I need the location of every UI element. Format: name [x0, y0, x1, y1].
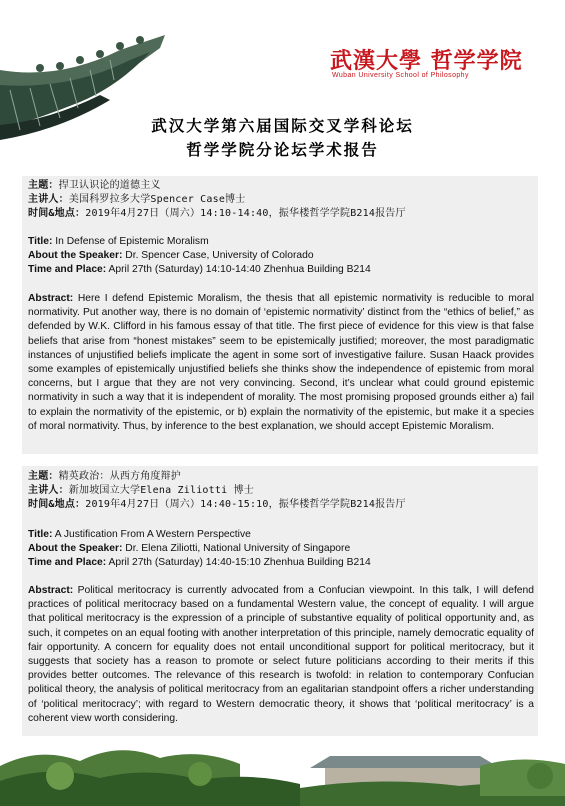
talk-1-place-label: Time and Place: — [28, 264, 107, 275]
forum-subtitle: 哲学学院分论坛学术报告 — [186, 140, 379, 159]
talk-1-speaker-line — [28, 193, 534, 207]
talk-2-abstract-label: Abstract: — [28, 585, 74, 596]
talk-2-place-label: Time and Place: — [28, 557, 107, 568]
talk-2-abstract-text: Political meritocracy is currently advocated from a Confucian viewpoint. In this talk, I will defend practices of political meritocracy based on a fundamental Western value, the concept of equality. I will argue that political meritocracy is the expression of a principle of substantive equality of political opportunity and, as such, it competes on an equal footing with another interpretation of this principle, namely democratic equality of fair opportunity. A concern for equality does not entail unconditional support for political meritocracy, but it suggests that society has a reason to promote or select future politicians according to their merits if this provides better outcomes. The relevance of this research is twofold: in relation to contemporary Confucian political theory, the analysis of political meritocracy from an egalitarian standpoint offers a richer understanding of ‘political meritocracy’; with regard to Western democratic theory, it shows that ‘political meritocracy’ is a coherent view worth considering. — [28, 585, 534, 724]
school-logo — [330, 44, 523, 84]
talk-2-title-label: Title: — [28, 529, 53, 540]
talk-1-topic-line — [28, 179, 534, 193]
talk-2-abstract — [28, 584, 534, 726]
talk-1-title-line — [28, 235, 534, 249]
talk-2-speaker-line — [28, 484, 534, 498]
talk-1-title: In Defense of Epistemic Moralism — [52, 236, 209, 247]
logo-chinese-text: 武漢大學 哲学学院 — [330, 48, 523, 74]
forum-title: 武汉大学第六届国际交叉学科论坛 — [151, 116, 414, 135]
talk-1-speaker: 美国科罗拉多大学Spencer Case博士 — [68, 194, 246, 205]
talk-1-topic-label: 主题： — [28, 180, 59, 191]
talk-1-panel — [22, 176, 538, 454]
campus-landscape-illustration — [0, 736, 565, 806]
talk-2-about-line — [28, 542, 534, 556]
talk-2-about-label: About the Speaker: — [28, 543, 123, 554]
talk-1-about-line — [28, 249, 534, 263]
talk-1-about: Dr. Spencer Case, University of Colorado — [122, 250, 314, 261]
talk-1-abstract-label: Abstract: — [28, 293, 74, 304]
talk-1-place: April 27th (Saturday) 14:10-14:40 Zhenhua Building B214 — [106, 264, 371, 275]
talk-1-time: 2019年4月27日（周六）14:10-14:40，振华楼哲学学院B214报告厅 — [85, 208, 406, 219]
talk-2-time-label: 时间&地点： — [28, 499, 86, 510]
talk-1-time-line — [28, 207, 534, 221]
talk-2-place-line — [28, 556, 534, 570]
talk-1-speaker-label: 主讲人： — [28, 194, 69, 205]
talk-1-abstract — [28, 292, 534, 434]
talk-2-about: Dr. Elena Ziliotti, National University of Singapore — [122, 543, 351, 554]
talk-1-abstract-text: Here I defend Epistemic Moralism, the thesis that all epistemic normativity is reducible to moral normativity. Put another way, there is no domain of ‘epistemic normativity’ distinct from the “ethics of belief,” as defended by W.K. Clifford in his famous essay of that title. The first piece of evidence for this view is that false beliefs that arise from “honest mistakes” seem to be epistemically justified; moreover, the most paradigmatic instances of unjustified beliefs implicate the agent in some sort of investigative failure. Susan Haack provides some examples of epistemically unjustified beliefs she thinks show the independence of epistemic from moral concerns, but I argue that they are not very convincing. Second, it’s unclear what could ground epistemic normativity in such a way that it is independent of morality. The most promising proposed grounds either a) fail to explain the normativity of the epistemic, or b) explain the normativity of the epistemic, but make it a species of moral normativity. Thus, by inference to the best explanation, we should accept Epistemic Moralism. — [28, 293, 534, 432]
talk-1-place-line — [28, 263, 534, 277]
talk-2-time: 2019年4月27日（周六）14:40-15:10，振华楼哲学学院B214报告厅 — [85, 499, 406, 510]
talk-1-about-label: About the Speaker: — [28, 250, 123, 261]
talk-2-topic-label: 主题： — [28, 471, 59, 482]
talk-2-topic-line — [28, 470, 534, 484]
talk-1-time-label: 时间&地点： — [28, 208, 86, 219]
talk-2-panel — [22, 466, 538, 748]
talk-2-place: April 27th (Saturday) 14:40-15:10 Zhenhua Building B214 — [106, 557, 371, 568]
talk-2-topic: 精英政治：从西方角度辩护 — [58, 471, 182, 482]
talk-1-topic: 捍卫认识论的道德主义 — [58, 180, 161, 191]
talk-2-title: A Justification From A Western Perspective — [52, 529, 251, 540]
talk-2-speaker-label: 主讲人： — [28, 485, 69, 496]
talk-2-speaker: 新加坡国立大学Elena Ziliotti 博士 — [68, 485, 254, 496]
talk-2-time-line — [28, 498, 534, 512]
talk-1-title-label: Title: — [28, 236, 53, 247]
logo-english-text: Wuban University School of Philosophy — [332, 72, 469, 79]
talk-2-title-line — [28, 528, 534, 542]
